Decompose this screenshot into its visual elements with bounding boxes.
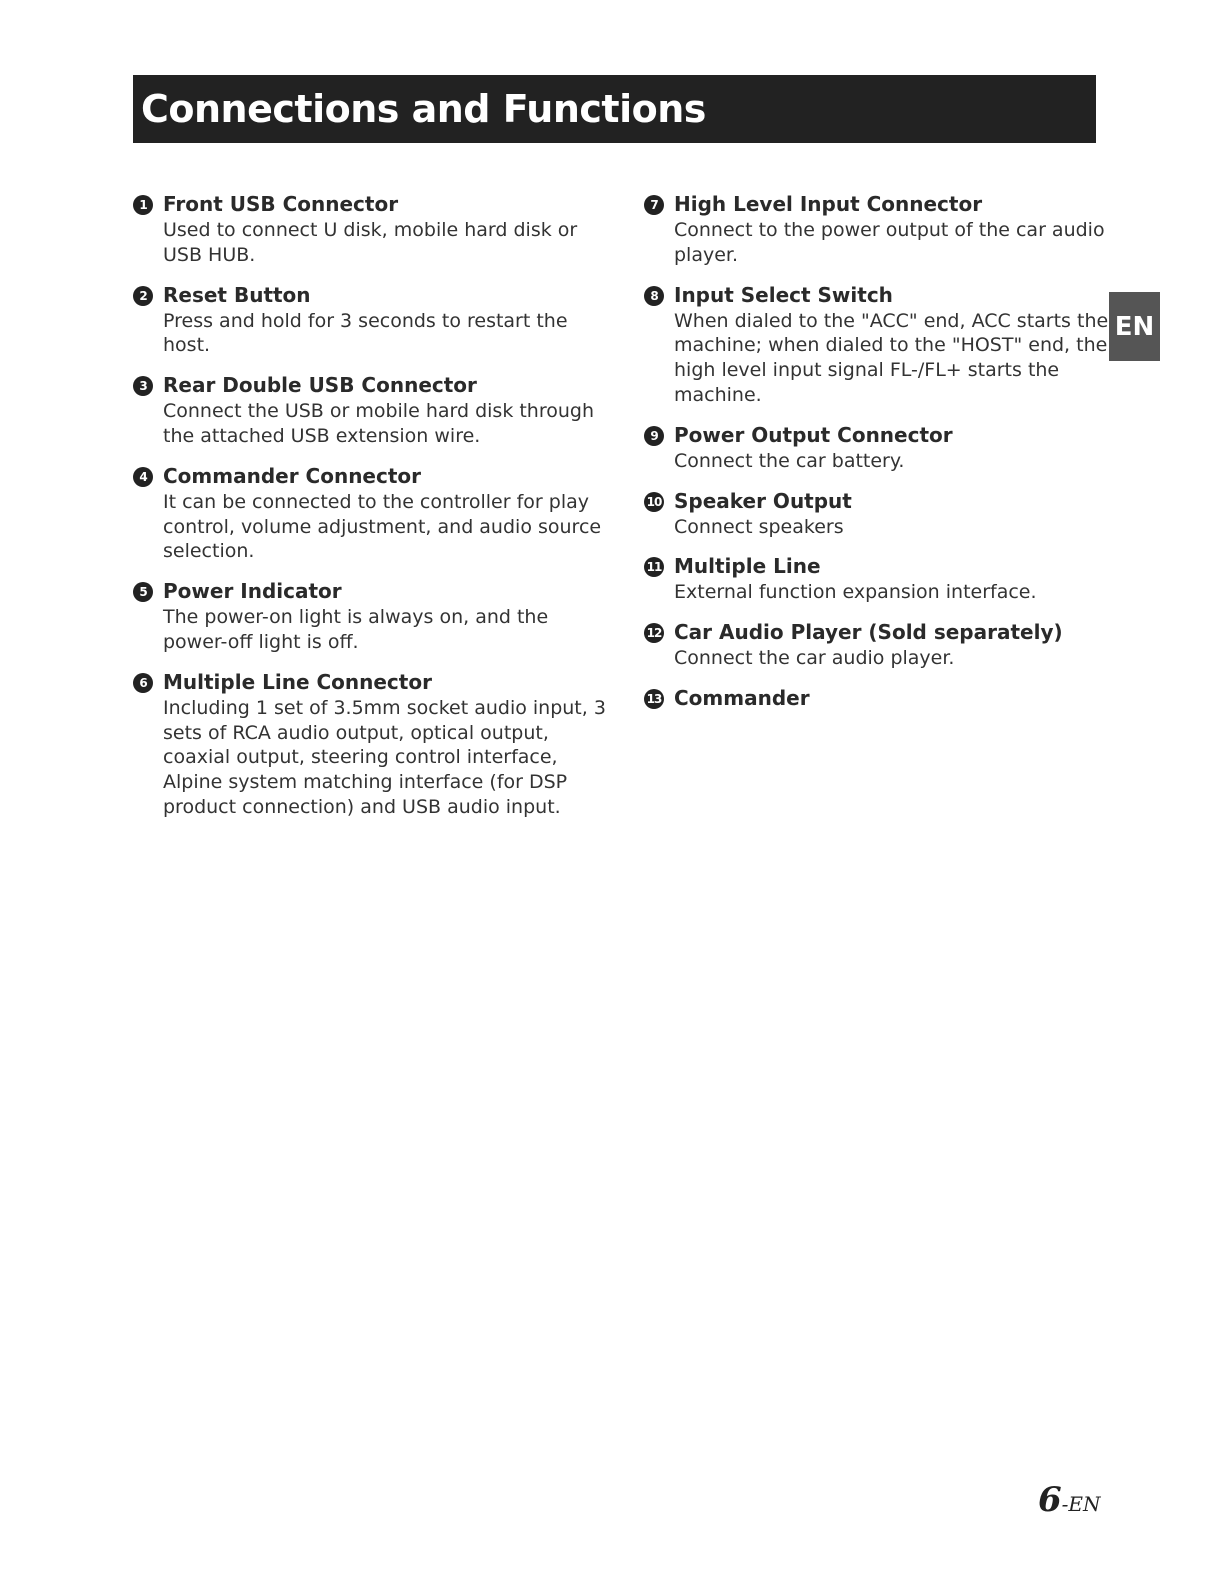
page-title: Connections and Functions	[141, 87, 706, 131]
page-number-value: 6	[1038, 1480, 1062, 1520]
item-car-audio-player	[644, 618, 1109, 671]
item-title: Commander Connector	[163, 463, 422, 488]
item-reset-button	[133, 281, 613, 359]
item-title: Rear Double USB Connector	[163, 373, 477, 398]
item-title: Multiple Line	[674, 554, 821, 579]
item-title: Reset Button	[163, 282, 311, 307]
language-tab: EN	[1109, 292, 1160, 361]
number-badge: 12	[644, 623, 664, 643]
item-title: Power Output Connector	[674, 422, 953, 447]
number-badge: 3	[133, 376, 153, 396]
number-badge: 10	[644, 492, 664, 512]
item-commander-connector	[133, 462, 613, 564]
number-badge: 5	[133, 582, 153, 602]
item-input-select-switch	[644, 281, 1109, 408]
right-column	[644, 190, 1109, 712]
item-description: External function expansion interface.	[674, 581, 1037, 604]
item-multiple-line-connector	[133, 668, 613, 820]
item-description: Including 1 set of 3.5mm socket audio input, 3 sets of RCA audio output, optical output, coaxial output, steering control interface, Alpine system matching interface (for DSP product connection) and USB audio input.	[163, 696, 606, 818]
item-title: High Level Input Connector	[674, 192, 983, 216]
title-bar	[133, 75, 1096, 143]
item-title: Speaker Output	[674, 488, 852, 513]
page-number-suffix: -EN	[1061, 1492, 1101, 1516]
item-title: Car Audio Player (Sold separately)	[674, 620, 1063, 645]
item-commander	[644, 684, 1109, 712]
number-badge: 8	[644, 286, 664, 306]
number-badge: 13	[644, 689, 664, 709]
item-power-indicator	[133, 577, 613, 655]
item-power-output-connector	[644, 421, 1109, 474]
item-description: Connect the car battery.	[674, 449, 905, 472]
item-description: Used to connect U disk, mobile hard disk or USB HUB.	[163, 219, 578, 266]
item-description: Connect speakers	[674, 515, 844, 538]
number-badge: 1	[133, 195, 153, 215]
item-title: Commander	[674, 685, 810, 710]
number-badge: 2	[133, 286, 153, 306]
number-badge: 11	[644, 557, 664, 577]
item-rear-double-usb-connector	[133, 371, 613, 449]
item-front-usb-connector	[133, 190, 613, 268]
item-title: Input Select Switch	[674, 282, 893, 307]
number-badge: 4	[133, 467, 153, 487]
left-column	[133, 190, 613, 820]
item-multiple-line	[644, 552, 1109, 605]
item-description: It can be connected to the controller for play control, volume adjustment, and audio source selection.	[163, 490, 602, 563]
item-description: When dialed to the "ACC" end, ACC starts the machine; when dialed to the "HOST" end, the high level input signal FL-/FL+ starts the machine.	[674, 309, 1109, 406]
item-description: Press and hold for 3 seconds to restart the host.	[163, 309, 568, 357]
item-title: Multiple Line Connector	[163, 669, 432, 694]
number-badge: 9	[644, 426, 664, 446]
page-number	[1038, 1480, 1101, 1520]
item-high-level-input-connector	[644, 190, 1109, 268]
item-title: Power Indicator	[163, 579, 342, 604]
number-badge: 7	[644, 195, 664, 215]
item-description: Connect the car audio player.	[674, 647, 955, 670]
item-description: The power-on light is always on, and the power-off light is off.	[163, 606, 549, 653]
item-title: Front USB Connector	[163, 192, 399, 216]
item-description: Connect to the power output of the car audio player.	[674, 219, 1105, 266]
number-badge: 6	[133, 673, 153, 693]
item-speaker-output	[644, 487, 1109, 540]
item-description: Connect the USB or mobile hard disk through the attached USB extension wire.	[163, 400, 595, 447]
